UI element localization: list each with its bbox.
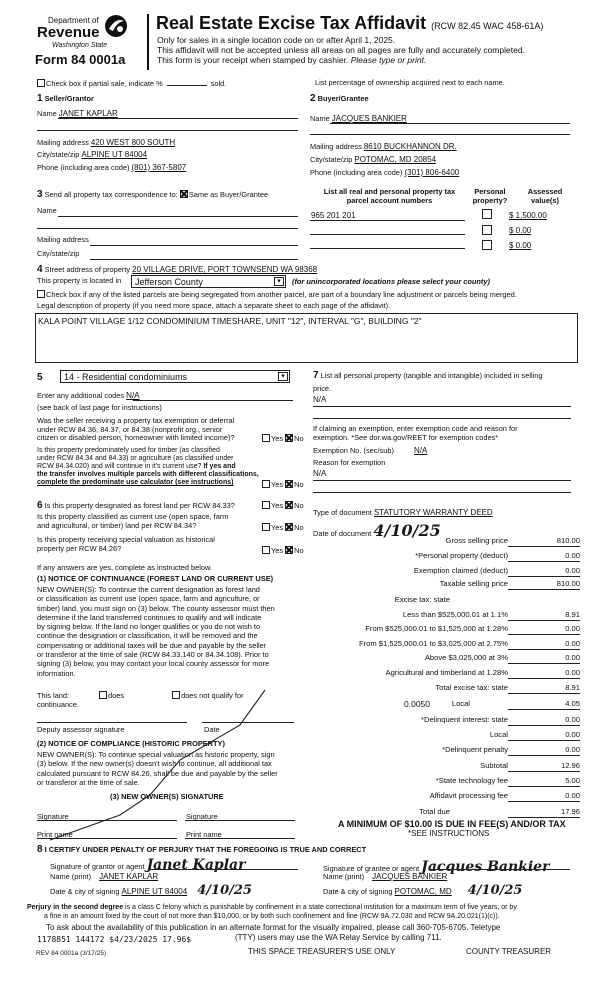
local-rate[interactable]: 0.0050 <box>404 699 430 709</box>
calc-value-16[interactable]: 5.00 <box>565 776 580 785</box>
calc-label-17: Affidavit processing fee <box>429 791 508 800</box>
calc-label-6: From $525,000.01 to $1,525,000 at 1.28% <box>365 624 508 633</box>
county-treasurer-label: COUNTY TREASURER <box>466 947 552 956</box>
land-row: This land: does does not qualify for <box>37 691 244 700</box>
calc-label-12: *Delinquent interest: state <box>421 715 508 724</box>
calc-value-5[interactable]: 8.91 <box>565 610 580 619</box>
receipt-stamp: 1178851 144172 $4/23/2025 17.96$ <box>37 935 192 944</box>
state-label: Washington State <box>52 42 108 49</box>
seller-city-row: City/state/zip ALPINE UT 84004 <box>37 150 148 159</box>
calc-value-1[interactable]: 0.00 <box>565 551 580 560</box>
seller-phone[interactable]: (801) 367-5807 <box>131 163 187 172</box>
personal-property-heading: 7 List all personal property (tangible and intangible) included in selling <box>313 370 543 381</box>
q-exemption-answers[interactable]: Yes No <box>262 434 304 444</box>
calc-value-6[interactable]: 0.00 <box>565 624 580 633</box>
calc-label-3: Taxable selling price <box>439 579 508 588</box>
county-row: This property is located in <box>37 276 122 285</box>
assessed-value-1[interactable]: $ 1,500.00 <box>509 211 547 220</box>
exemption-number-row: Exemption No. (sec/sub) N/A <box>313 446 428 455</box>
calc-value-7[interactable]: 0.00 <box>565 639 580 648</box>
calc-value-18[interactable]: 17.96 <box>560 807 580 816</box>
buyer-mail[interactable]: 8610 BUCKHANNON DR. <box>363 142 457 151</box>
section-5-number: 5 <box>37 372 43 383</box>
sec3-mail-label: Mailing address <box>37 235 89 244</box>
calc-label-2: Exemption claimed (deduct) <box>413 566 508 575</box>
personal-property-value[interactable]: N/A <box>313 395 327 404</box>
grantor-date[interactable]: 4/10/25 <box>197 883 252 898</box>
seller-mail[interactable]: 420 WEST 800 SOUTH <box>90 138 176 147</box>
seller-phone-row: Phone (including area code) (801) 367-5807 <box>37 163 187 172</box>
calc-label-11: Local <box>451 699 470 708</box>
county-select[interactable]: Jefferson County ▾ <box>131 275 286 288</box>
sec3-city-label: City/state/zip <box>37 249 80 258</box>
assessed-value-3[interactable]: $ 0.00 <box>509 241 532 250</box>
same-as-buyer-checkbox[interactable] <box>180 190 188 198</box>
document-date[interactable]: 4/10/25 <box>373 521 441 540</box>
parcel-number-1[interactable]: 965 201 201 <box>311 211 356 220</box>
chevron-down-icon: ▾ <box>278 372 288 381</box>
owner-print-label-2: Print name <box>186 830 222 839</box>
list-percentage-note: List percentage of ownership acquired next to each name. <box>315 78 505 87</box>
document-type[interactable]: STATUTORY WARRANTY DEED <box>373 508 493 517</box>
q-forest-answers[interactable]: Yes No <box>262 501 304 511</box>
street-address-row: 4 Street address of property 20 VILLAGE DRIVE, PORT TOWNSEND WA 98368 <box>37 264 318 275</box>
calc-value-3[interactable]: 810.00 <box>556 579 580 588</box>
buyer-name-row: Name JACQUES BANKIER <box>310 114 407 123</box>
segregated-checkbox[interactable] <box>37 290 45 298</box>
grantee-signature[interactable]: Jacques Bankier <box>421 859 550 875</box>
grantee-city[interactable]: POTOMAC, MD <box>394 887 452 896</box>
sec3-name-label: Name <box>37 206 57 215</box>
grantee-date[interactable]: 4/10/25 <box>467 883 523 898</box>
exemption-number[interactable]: N/A <box>413 446 428 455</box>
buyer-heading: 2 Buyer/Grantee <box>310 93 369 104</box>
owner-sig-label-2: Signature <box>186 812 218 821</box>
calc-label-8: Above $3,025,000 at 3% <box>424 653 508 662</box>
treasurer-use-label: THIS SPACE TREASURER'S USE ONLY <box>248 947 396 956</box>
personal-checkbox-3[interactable] <box>482 240 493 252</box>
q-exemption: Was the seller receiving a property tax exemption or deferral under RCW 84.36, 84.37, or 84.38 (nonprofit org., senior citizen or disabled person, homeowner with limited income)? <box>37 416 235 443</box>
calc-label-5: Less than $525,000.01 at 1.1% <box>402 610 508 619</box>
grantor-signature-row: Signature of grantor or agent Janet Kaplar <box>50 857 246 873</box>
notice-compliance-text: NEW OWNER(S): To continue special valuation as historic property, sign (3) below. If the new owner(s) doesn't wish to continue, all additional tax calculated pursuant to RCW 84.26, shall be due and payable by the seller or transferor at the time of sale. <box>37 750 278 787</box>
calc-label-9: Agricultural and timberland at 1.28% <box>385 668 508 677</box>
calc-value-15[interactable]: 12.96 <box>560 761 580 770</box>
q-historic-answers[interactable]: Yes No <box>262 546 304 556</box>
buyer-name[interactable]: JACQUES BANKIER <box>331 114 407 123</box>
notice-continuance-heading: (1) NOTICE OF CONTINUANCE (FOREST LAND OR CURRENT USE) <box>37 574 274 583</box>
buyer-phone[interactable]: (301) 806-6400 <box>404 168 460 177</box>
calc-label-14: *Delinquent penalty <box>442 745 508 754</box>
calc-label-13: Local <box>489 730 508 739</box>
exemption-text: If claiming an exemption, enter exemption code and reason for exemption. *See dor.wa.gov/REET for exemption codes* <box>313 424 518 442</box>
assessed-value-2[interactable]: $ 0.00 <box>509 226 532 235</box>
seller-heading: 1 Seller/Grantor <box>37 93 94 104</box>
q-forest: 6 Is this property designated as forest land per RCW 84.33? <box>37 500 235 511</box>
minimum-due-note: A MINIMUM OF $10.00 IS DUE IN FEE(S) AND/OR TAX <box>338 819 566 829</box>
revision-label: REV 84 0001a (3/17/25) <box>36 950 107 957</box>
grantee-date-row: Date & city of signing POTOMAC, MD 4/10/25 <box>323 883 523 898</box>
exemption-reason-label: Reason for exemption <box>313 458 386 467</box>
document-type-row: Type of document STATUTORY WARRANTY DEED <box>313 508 493 517</box>
seller-name[interactable]: JANET KAPLAR <box>58 109 118 118</box>
calc-value-13[interactable]: 0.00 <box>565 730 580 739</box>
correspondence-row: 3 Send all property tax correspondence to: Same as Buyer/Grantee <box>37 189 269 200</box>
grantor-city[interactable]: ALPINE UT 84004 <box>121 887 188 896</box>
certify-heading: 8 I CERTIFY UNDER PENALTY OF PERJURY THAT THE FOREGOING IS TRUE AND CORRECT <box>37 844 367 855</box>
seller-mail-row: Mailing address 420 WEST 800 SOUTH <box>37 138 176 147</box>
agency-label: Revenue <box>37 24 100 41</box>
calc-value-10[interactable]: 8.91 <box>565 683 580 692</box>
grantee-name-row: Name (print) JACQUES BANKIER <box>323 872 448 881</box>
see-instructions-note: *SEE INSTRUCTIONS <box>408 829 490 838</box>
grantor-date-row: Date & city of signing ALPINE UT 84004 4/10/25 <box>50 883 252 898</box>
calc-value-2[interactable]: 0.00 <box>565 566 580 575</box>
legal-label: Legal description of property (if you need more space, attach a separate sheet to each page of the affidavit). <box>37 301 391 310</box>
if-any-note: If any answers are yes, complete as instructed below. <box>37 563 212 572</box>
additional-codes-row: Enter any additional codes N/A <box>37 391 140 400</box>
exemption-reason[interactable]: N/A <box>313 469 327 478</box>
segregated-row: Check box if any of the listed parcels are being segregated from another parcel, are part of a boundary line adjustment or parcels being merged. <box>37 290 517 300</box>
calc-label-0: Gross selling price <box>445 536 508 545</box>
relay-notice: (TTY) users may use the WA Relay Service by calling 711. <box>235 933 442 942</box>
calc-value-8[interactable]: 0.00 <box>565 653 580 662</box>
additional-codes[interactable]: N/A <box>126 391 140 400</box>
owner-sig-label-1: Signature <box>37 812 69 821</box>
notice-1: Only for sales in a single location code on or after April 1, 2025. <box>157 35 396 45</box>
calc-label-7: From $1,525,000.01 to $3,025,000 at 2.75% <box>358 639 508 648</box>
calc-value-9[interactable]: 0.00 <box>565 668 580 677</box>
calc-label-1: *Personal property (deduct) <box>415 551 508 560</box>
buyer-mail-row: Mailing address 8610 BUCKHANNON DR. <box>310 142 457 151</box>
calc-value-17[interactable]: 0.00 <box>565 791 580 800</box>
seller-name-row: Name JANET KAPLAR <box>37 109 118 118</box>
dept-label: Department of <box>48 16 99 25</box>
new-owner-signature-heading: (3) NEW OWNER(S) SIGNATURE <box>110 792 224 801</box>
notice-2: This affidavit will not be accepted unless all areas on all pages are fully and accurately completed. <box>157 45 525 55</box>
form-title: Real Estate Excise Tax Affidavit (RCW 82.45 WAC 458-61A) <box>156 13 544 33</box>
see-back-note: (see back of last page for instructions) <box>37 403 162 412</box>
street-address[interactable]: 20 VILLAGE DRIVE, PORT TOWNSEND WA 98368 <box>132 265 318 274</box>
calc-value-14[interactable]: 0.00 <box>565 745 580 754</box>
partial-sale-row[interactable]: Check box if partial sale, indicate % sold. <box>37 79 226 89</box>
continuance-label: continuance. <box>37 700 79 709</box>
grantor-signature[interactable]: Janet Kaplar <box>146 857 246 873</box>
calc-value-11[interactable]: 4.05 <box>565 699 580 708</box>
q-timber: Is this property predominately used for timber (as classified under RCW 84.34 and 84.33) or agriculture (as classified under RCW 84.34.020) and will continue in it's current use? If yes and the transfer involves multiple parcels with different classifications, complete the predominate use calculator (see instructions) <box>37 447 259 487</box>
q-current-use: Is this property classified as current use (open space, farm and agricultural, or timber) land per RCW 84.34? <box>37 512 229 530</box>
calc-label-16: *State technology fee <box>435 776 508 785</box>
calc-value-12[interactable]: 0.00 <box>565 715 580 724</box>
calc-label-10: Total excise tax: state <box>435 683 508 692</box>
calc-label-18: Total due <box>419 807 450 816</box>
buyer-city[interactable]: POTOMAC, MD 20854 <box>354 155 437 164</box>
partial-sale-checkbox[interactable] <box>37 79 45 87</box>
grantee-signature-row: Signature of grantee or agent Jacques Bankier <box>323 859 550 875</box>
void-slash-mark <box>40 685 270 845</box>
form-number: Form 84 0001a <box>35 52 126 67</box>
seller-city[interactable]: ALPINE UT 84004 <box>81 150 148 159</box>
owner-print-label-1: Print name <box>37 830 73 839</box>
personal-checkbox-1[interactable] <box>482 209 493 221</box>
perjury-notice-2: a fine in an amount fixed by the court of not more than $10,000, or by both such confinement and fine (RCW 9A.72.030 and RCW 9A.20.021(1)(c)). <box>44 913 500 920</box>
chevron-down-icon: ▾ <box>274 277 284 286</box>
revenue-logo-icon <box>104 14 128 38</box>
deputy-date-label: Date <box>204 725 220 734</box>
notice-compliance-heading: (2) NOTICE OF COMPLIANCE (HISTORIC PROPERTY) <box>37 739 225 748</box>
grantor-name-row: Name (print) JANET KAPLAR <box>50 872 159 881</box>
grantee-name[interactable]: JACQUES BANKIER <box>372 872 448 881</box>
buyer-city-row: City/state/zip POTOMAC, MD 20854 <box>310 155 437 164</box>
calc-label-4: Excise tax: state <box>394 595 450 604</box>
unincorporated-note: (for unincorporated locations please select your county) <box>292 277 490 286</box>
notice-3: This form is your receipt when stamped by cashier. Please type or print. <box>157 55 427 65</box>
personal-property-heading-2: price. <box>313 384 332 393</box>
deputy-signature-label: Deputy assessor signature <box>37 725 125 734</box>
assessed-header: Assessed value(s) <box>527 187 563 205</box>
grantor-name[interactable]: JANET KAPLAR <box>99 872 159 881</box>
buyer-phone-row: Phone (including area code) (301) 806-6400 <box>310 168 460 177</box>
notice-continuance-text: NEW OWNER(S): To continue the current designation as forest land or classification as current use (open space, farm and agriculture, or timber) land, you must sign on (3) below. The county assessor must then determine if the land transferred continues to qualify and will indicate by signing below. If the land no longer qualifies or you do not wish to continue the designation or classification, it will be removed and the compensating or additional taxes will be due and payable by the seller or transferor at the time of sale (RCW 84.33.140 or 84.34.108). Prior to signing (3) below, you may contact your local county assessor for more information. <box>37 585 275 678</box>
alternate-format-notice: To ask about the availability of this publication in an alternate format for the visually impaired, please call 360-705-6705. Teletype <box>46 923 501 932</box>
q-timber-answers[interactable]: Yes No <box>262 480 304 490</box>
calc-label-15: Subtotal <box>480 761 508 770</box>
perjury-notice: Perjury in the second degree is a class C felony which is punishable by confinement in a state correctional institution for a maximum term of five years, or by <box>27 904 517 911</box>
calc-value-0[interactable]: 810.00 <box>556 536 580 545</box>
personal-checkbox-2[interactable] <box>482 225 493 237</box>
q-current-use-answers[interactable]: Yes No <box>262 523 304 533</box>
legal-description-field[interactable]: KALA POINT VILLAGE 1/12 CONDOMINIUM TIMESHARE, UNIT "12", INTERVAL "G", BUILDING "2" <box>35 313 578 363</box>
parcels-header: List all real and personal property tax parcel account numbers <box>323 187 456 205</box>
use-code-select[interactable]: 14 - Residential condominiums ▾ <box>60 370 290 383</box>
personal-header: Personal property? <box>472 187 508 205</box>
document-date-row: Date of document 4/10/25 <box>313 521 441 540</box>
q-historic: Is this property receiving special valuation as historical property per RCW 84.26? <box>37 535 215 553</box>
